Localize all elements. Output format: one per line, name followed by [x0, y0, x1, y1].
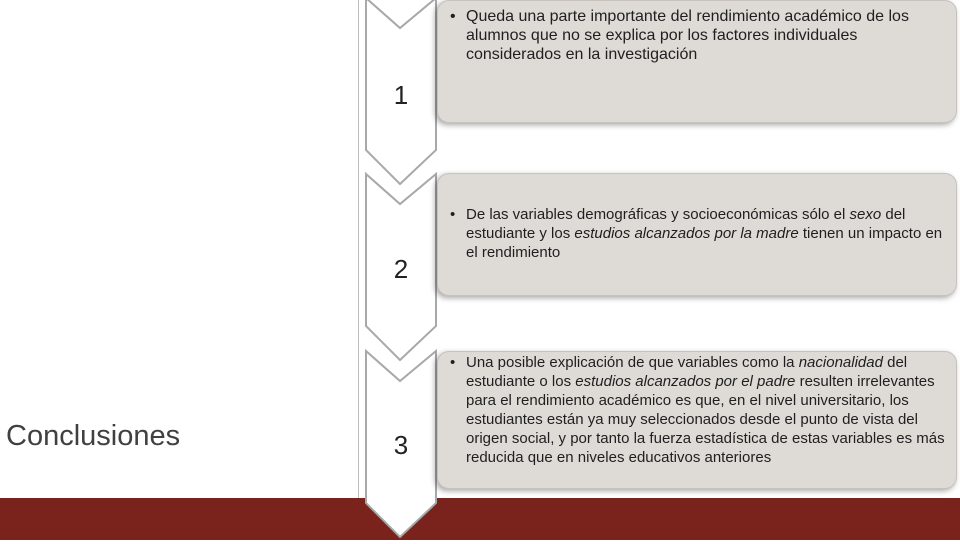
emphasis-text: estudios alcanzados por la madre [574, 225, 799, 242]
emphasis-text: estudios alcanzados por el padre [575, 373, 796, 390]
step-text-1 [450, 7, 948, 64]
bullet-icon: • [450, 8, 456, 25]
emphasis-text: nacionalidad [798, 354, 883, 371]
text-run: resulten irrelevantes para el rendimiento académico es que, en el nivel universitario, los estudiantes están ya muy seleccionados desde el punto de vista del origen social, y por tanto la fuerza estadística de estas variables es más reducida que en niveles educativos anteriores [466, 373, 945, 466]
step-box-1 [437, 0, 957, 123]
left-panel [0, 0, 358, 540]
slide-title: Conclusiones [6, 420, 181, 452]
text-run: del estudiante y los [466, 206, 906, 242]
step-box-3 [437, 351, 957, 489]
bottom-band [0, 498, 960, 540]
step-number-1: 1 [393, 80, 409, 110]
step-text-3 [450, 353, 948, 467]
step-text-2 [450, 205, 948, 262]
step-box-2 [437, 173, 957, 296]
text-run: Queda una parte importante del rendimiento académico de los alumnos que no se explica por los factores individuales considerados en la investigación [466, 8, 909, 63]
text-run: tienen un impacto en el rendimiento [466, 225, 943, 261]
step-number-2: 2 [393, 254, 409, 284]
bullet-icon: • [450, 354, 456, 371]
text-run: del estudiante o los [466, 354, 908, 390]
divider-line [358, 0, 359, 498]
text-run: De las variables demográficas y socioeconómicas sólo el [466, 206, 850, 223]
text-run: Una posible explicación de que variables como la [466, 354, 799, 371]
step-number-3: 3 [393, 430, 409, 460]
emphasis-text: sexo [849, 206, 882, 223]
bullet-icon: • [450, 206, 456, 223]
